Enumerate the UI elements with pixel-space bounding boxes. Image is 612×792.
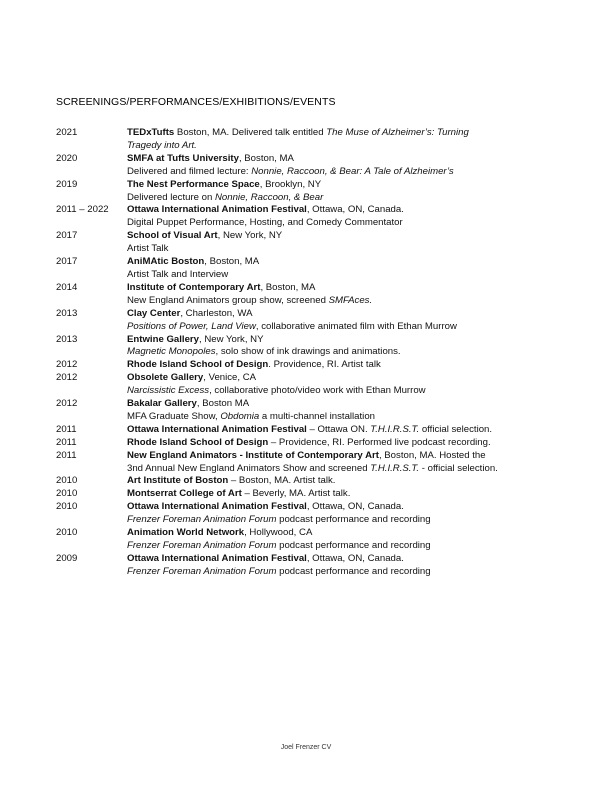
- event-details: [127, 153, 576, 179]
- event-year: 2011: [56, 449, 77, 461]
- event-year: 2014: [56, 281, 78, 293]
- event-detail-line: [127, 308, 576, 321]
- event-text: – Providence, RI. Performed live podcast recording.: [268, 436, 491, 448]
- event-text: , Boston, MA: [260, 281, 316, 293]
- event-detail-line: [127, 514, 576, 527]
- event-details: [127, 372, 576, 398]
- event-detail-line: [127, 501, 576, 514]
- venue-name: AniMAtic Boston: [127, 256, 205, 268]
- event-details: [127, 127, 576, 153]
- event-entry: [56, 424, 576, 437]
- event-detail-line: [127, 411, 576, 424]
- event-details: [127, 437, 576, 450]
- event-entry: [56, 437, 576, 450]
- event-year: 2009: [56, 552, 78, 564]
- event-entry: [56, 179, 576, 205]
- event-details: [127, 308, 576, 334]
- event-text: Digital Puppet Performance, Hosting, and Comedy Commentator: [127, 217, 403, 229]
- event-details: [127, 450, 576, 476]
- event-detail-line: [127, 256, 576, 269]
- venue-name: Bakalar Gallery: [127, 398, 197, 410]
- venue-name: Ottawa International Animation Festival: [127, 501, 307, 513]
- event-entry: [56, 282, 576, 308]
- section-heading: SCREENINGS/PERFORMANCES/EXHIBITIONS/EVENTS: [56, 96, 336, 108]
- work-title: T.H.I.R.S.T.: [370, 423, 420, 435]
- work-title: Frenzer Foreman Animation Forum: [127, 565, 277, 577]
- event-details: [127, 501, 576, 527]
- event-text: podcast performance and recording: [276, 565, 431, 577]
- event-text: , collaborative animated film with Ethan Murrow: [255, 320, 457, 332]
- venue-name: Art Institute of Boston: [127, 475, 229, 487]
- event-details: [127, 398, 576, 424]
- venue-name: Montserrat College of Art: [127, 488, 242, 500]
- venue-name: TEDxTufts: [127, 127, 175, 138]
- event-detail-line: [127, 230, 576, 243]
- event-detail-line: [127, 540, 576, 553]
- event-detail-line: [127, 321, 576, 334]
- event-entry: [56, 553, 576, 579]
- event-detail-line: [127, 398, 576, 411]
- event-text: Boston, MA. Delivered talk entitled: [174, 127, 327, 138]
- event-text: – Ottawa ON.: [306, 423, 371, 435]
- event-detail-line: [127, 463, 576, 476]
- page-footer: Joel Frenzer CV: [280, 744, 332, 751]
- event-details: [127, 475, 576, 488]
- venue-name: Institute of Contemporary Art: [127, 281, 261, 293]
- event-details: [127, 179, 576, 205]
- event-text: Delivered and filmed lecture:: [127, 165, 252, 177]
- event-text: – Beverly, MA. Artist talk.: [241, 488, 351, 500]
- work-title: Nonnie, Raccoon, & Bear: A Tale of Alzheimer’s: [251, 165, 454, 177]
- event-text: - official selection.: [419, 462, 498, 474]
- venue-name: Ottawa International Animation Festival: [127, 552, 307, 564]
- event-text: , Ottawa, ON, Canada.: [306, 552, 404, 564]
- work-title: Magnetic Monopoles: [127, 346, 216, 358]
- event-entry: [56, 450, 576, 476]
- venue-name: New England Animators - Institute of Contemporary Art: [127, 449, 379, 461]
- event-year: 2013: [56, 307, 78, 319]
- event-year: 2020: [56, 152, 78, 164]
- event-text: 3nd Annual New England Animators Show and screened: [127, 462, 371, 474]
- event-detail-line: [127, 217, 576, 230]
- event-year: 2013: [56, 333, 78, 345]
- event-year: 2021: [56, 127, 78, 138]
- event-details: [127, 334, 576, 360]
- event-entry: [56, 127, 576, 153]
- event-details: [127, 527, 576, 553]
- venue-name: The Nest Performance Space: [127, 178, 260, 190]
- work-title: Positions of Power, Land View: [127, 320, 256, 332]
- event-text: Delivered lecture on: [127, 191, 215, 203]
- venue-name: SMFA at Tufts University: [127, 152, 239, 164]
- event-year: 2011 – 2022: [56, 204, 109, 216]
- event-text: , Boston, MA: [204, 256, 260, 268]
- event-year: 2019: [56, 178, 78, 190]
- event-year: 2017: [56, 256, 78, 268]
- event-text: – Boston, MA. Artist talk.: [228, 475, 336, 487]
- venue-name: Rhode Island School of Design: [127, 359, 269, 371]
- work-title: Narcissistic Excess: [127, 385, 210, 397]
- event-text: , New York, NY: [198, 333, 264, 345]
- work-title: The Muse of Alzheimer’s: Turning: [326, 127, 469, 138]
- venue-name: Clay Center: [127, 307, 181, 319]
- venue-name: Entwine Gallery: [127, 333, 199, 345]
- event-entry: [56, 153, 576, 179]
- work-title: Frenzer Foreman Animation Forum: [127, 540, 277, 551]
- event-text: , Charleston, WA: [180, 307, 253, 319]
- venue-name: Animation World Network: [127, 527, 245, 539]
- event-text: official selection.: [419, 423, 493, 435]
- event-year: 2011: [56, 436, 77, 448]
- event-detail-line: [127, 450, 576, 463]
- venue-name: School of Visual Art: [127, 230, 218, 242]
- event-detail-line: [127, 140, 576, 153]
- event-text: , Ottawa, ON, Canada.: [306, 204, 404, 216]
- event-text: , collaborative photo/video work with Ethan Murrow: [209, 385, 426, 397]
- event-year: 2010: [56, 488, 78, 500]
- event-detail-line: [127, 334, 576, 347]
- event-details: [127, 488, 576, 501]
- event-details: [127, 256, 576, 282]
- event-year: 2012: [56, 372, 78, 384]
- work-title: Obdomia: [220, 410, 260, 422]
- event-year: 2012: [56, 359, 78, 371]
- work-title: Nonnie, Raccoon, & Bear: [215, 191, 324, 203]
- event-detail-line: [127, 179, 576, 192]
- event-detail-line: [127, 437, 576, 450]
- event-text: , Brooklyn, NY: [259, 178, 322, 190]
- event-year: 2010: [56, 475, 78, 487]
- event-text: podcast performance and recording: [276, 514, 431, 526]
- event-detail-line: [127, 153, 576, 166]
- event-text: , Venice, CA: [203, 372, 257, 384]
- event-detail-line: [127, 527, 576, 540]
- event-entry: [56, 256, 576, 282]
- event-detail-line: [127, 192, 576, 205]
- event-detail-line: [127, 282, 576, 295]
- event-details: [127, 230, 576, 256]
- event-entry: [56, 334, 576, 360]
- event-detail-line: [127, 553, 576, 566]
- work-title: Frenzer Foreman Animation Forum: [127, 514, 277, 526]
- event-detail-line: [127, 488, 576, 501]
- event-entry: [56, 475, 576, 488]
- event-year: 2010: [56, 527, 78, 539]
- event-detail-line: [127, 566, 576, 579]
- event-entry: [56, 308, 576, 334]
- event-entry: [56, 204, 576, 230]
- event-text: , solo show of ink drawings and animations.: [215, 346, 401, 358]
- event-text: Artist Talk and Interview: [127, 268, 229, 280]
- event-details: [127, 553, 576, 579]
- venue-name: Ottawa International Animation Festival: [127, 204, 307, 216]
- event-detail-line: [127, 204, 576, 217]
- event-details: [127, 424, 576, 437]
- work-title: T.H.I.R.S.T.: [370, 462, 420, 474]
- event-detail-line: [127, 346, 576, 359]
- work-title: SMFAces.: [328, 294, 373, 306]
- event-text: podcast performance and recording: [276, 540, 431, 551]
- event-entry: [56, 501, 576, 527]
- event-text: , Boston, MA: [238, 152, 294, 164]
- event-year: 2017: [56, 230, 78, 242]
- event-detail-line: [127, 127, 576, 140]
- event-text: New England Animators group show, screened: [127, 294, 329, 306]
- event-entry: [56, 398, 576, 424]
- event-year: 2011: [56, 423, 77, 435]
- event-text: , New York, NY: [217, 230, 283, 242]
- event-detail-line: [127, 269, 576, 282]
- event-text: . Providence, RI. Artist talk: [268, 359, 381, 371]
- event-detail-line: [127, 385, 576, 398]
- event-details: [127, 359, 576, 372]
- venue-name: Ottawa International Animation Festival: [127, 423, 307, 435]
- event-details: [127, 282, 576, 308]
- event-entry: [56, 372, 576, 398]
- work-title: Tragedy into Art.: [127, 139, 197, 151]
- event-entry: [56, 230, 576, 256]
- event-year: 2010: [56, 501, 78, 513]
- event-entry: [56, 488, 576, 501]
- event-detail-line: [127, 424, 576, 437]
- entries-list: [56, 127, 576, 579]
- event-year: 2012: [56, 398, 78, 410]
- event-detail-line: [127, 475, 576, 488]
- event-text: , Hollywood, CA: [244, 527, 313, 539]
- venue-name: Obsolete Gallery: [127, 372, 204, 384]
- event-text: MFA Graduate Show,: [127, 410, 221, 422]
- event-text: a multi-channel installation: [259, 410, 375, 422]
- event-detail-line: [127, 243, 576, 256]
- event-text: , Boston, MA. Hosted the: [378, 449, 486, 461]
- event-detail-line: [127, 166, 576, 179]
- event-detail-line: [127, 295, 576, 308]
- venue-name: Rhode Island School of Design: [127, 436, 269, 448]
- event-entry: [56, 527, 576, 553]
- event-detail-line: [127, 372, 576, 385]
- event-text: Artist Talk: [127, 243, 169, 255]
- event-details: [127, 204, 576, 230]
- event-text: , Boston MA: [196, 398, 250, 410]
- event-detail-line: [127, 359, 576, 372]
- event-entry: [56, 359, 576, 372]
- event-text: , Ottawa, ON, Canada.: [306, 501, 404, 513]
